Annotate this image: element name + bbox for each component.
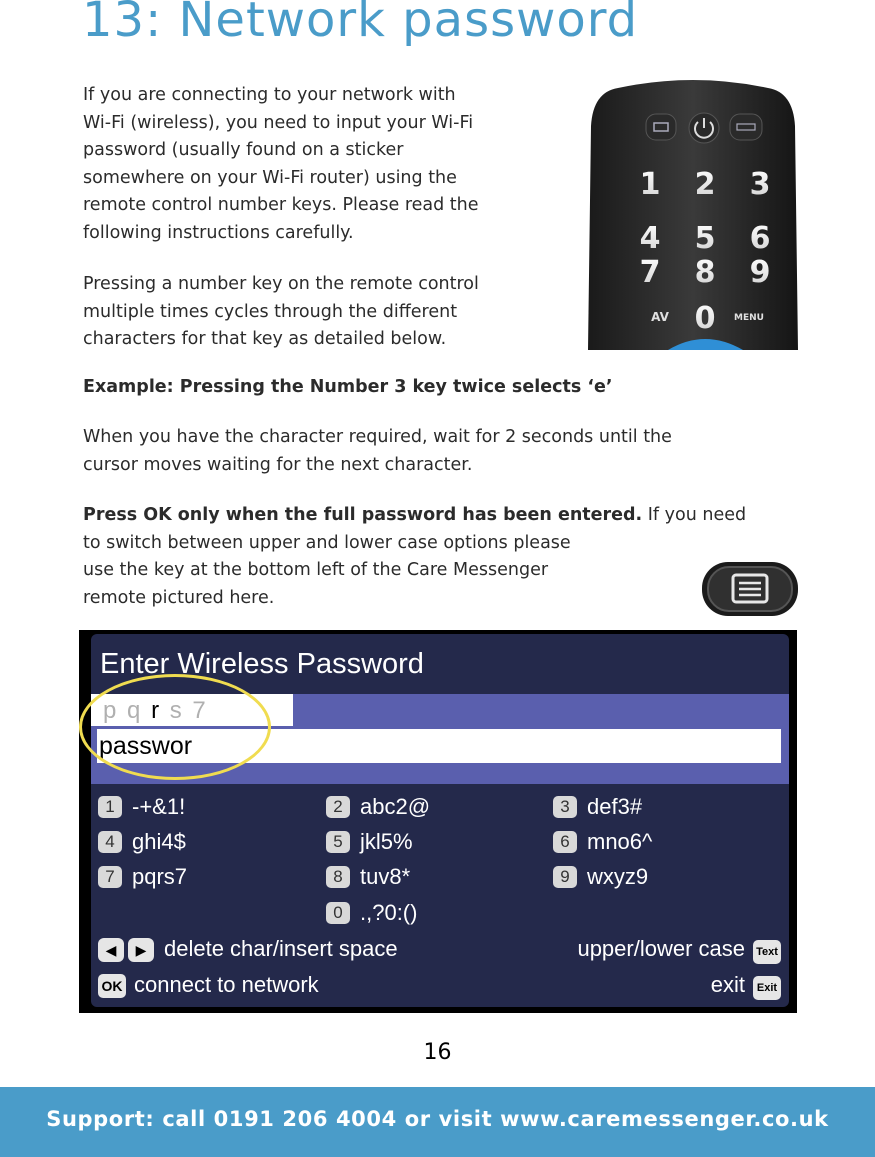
cycle-char: p	[103, 697, 119, 724]
remote-key: 7	[639, 255, 661, 290]
screen-title: Enter Wireless Password	[100, 648, 424, 680]
text-line: If you need	[642, 505, 747, 525]
text-line: When you have the character required, wait for 2 seconds until the	[83, 427, 672, 447]
keymap-row	[326, 900, 417, 926]
key-badge: 7	[98, 866, 122, 888]
text-line: characters for that key as detailed below.	[83, 329, 447, 349]
remote-key: 3	[749, 167, 771, 202]
press-ok-bold: Press OK only when the full password has been entered.	[83, 505, 643, 525]
connect-label: connect to network	[134, 972, 319, 997]
text-line: to switch between upper and lower case options please	[83, 532, 571, 553]
key-badge: 8	[326, 866, 350, 888]
text-line: somewhere on your Wi-Fi router) using the	[83, 167, 457, 188]
keymap-row	[553, 794, 642, 820]
case-row	[577, 936, 781, 964]
key-badge: 3	[553, 796, 577, 818]
remote-key: 1	[639, 167, 661, 202]
waiting-paragraph	[83, 424, 672, 479]
exit-key-icon: Exit	[753, 976, 781, 1000]
keymap-row	[326, 829, 413, 855]
remote-control-image	[588, 76, 798, 350]
key-badge: 5	[326, 831, 350, 853]
connect-row	[98, 972, 319, 998]
key-badge: 6	[553, 831, 577, 853]
intro-paragraph	[83, 82, 479, 247]
exit-row	[711, 972, 781, 1000]
remote-key: MENU	[734, 313, 764, 323]
password-input[interactable]: passwor	[97, 729, 781, 763]
key-chars: pqrs7	[132, 864, 188, 889]
cycle-char: s	[169, 697, 184, 724]
tv-screenshot	[79, 630, 797, 1013]
password-entry-screen	[91, 634, 789, 1007]
key-badge: 0	[326, 902, 350, 924]
key-chars: ghi4$	[132, 829, 186, 854]
text-line: multiple times cycles through the different	[83, 301, 458, 322]
cycle-char-current: r	[151, 697, 162, 724]
keymap-row	[326, 794, 430, 820]
page-number: 16	[423, 1040, 452, 1065]
delete-label: delete char/insert space	[164, 936, 398, 961]
cycle-char: 7	[192, 697, 208, 724]
remote-key: AV	[651, 310, 669, 324]
keymap-row	[553, 864, 648, 890]
remote-key: 4	[639, 221, 661, 256]
key-chars: wxyz9	[587, 864, 649, 889]
text-line: password (usually found on a sticker	[83, 140, 404, 160]
remote-key: 8	[694, 255, 716, 290]
keymap-row	[326, 864, 410, 890]
keymap-row	[98, 864, 187, 890]
key-chars: tuv8*	[360, 864, 411, 889]
key-badge: 1	[98, 796, 122, 818]
key-badge: 9	[553, 866, 577, 888]
text-line: remote control number keys. Please read the	[83, 195, 479, 215]
ok-key-icon: OK	[98, 974, 126, 998]
menu-key-image	[700, 560, 800, 618]
cycle-char: q	[127, 697, 143, 724]
key-badge: 2	[326, 796, 350, 818]
support-text: Support: call 0191 206 4004 or visit www.caremessenger.co.uk	[46, 1107, 829, 1131]
text-line: Pressing a number key on the remote control	[83, 274, 479, 294]
key-chars: mno6^	[587, 829, 653, 854]
delete-row	[98, 936, 398, 962]
keymap-row	[98, 829, 186, 855]
text-key-icon: Text	[753, 940, 781, 964]
key-chars: .,?0:()	[360, 900, 418, 925]
text-line: Wi-Fi (wireless), you need to input your Wi-Fi	[83, 112, 474, 133]
remote-key: 5	[694, 221, 716, 256]
highlight-circle	[79, 674, 271, 780]
text-line: cursor moves waiting for the next character.	[83, 454, 473, 475]
text-line: use the key at the bottom left of the Care Messenger	[83, 560, 549, 580]
text-line: remote pictured here.	[83, 587, 275, 608]
support-footer	[0, 1087, 875, 1157]
exit-label: exit	[710, 972, 745, 997]
keymap-row	[98, 794, 185, 820]
left-arrow-icon: ◀	[98, 938, 124, 962]
text-line: following instructions carefully.	[83, 222, 354, 243]
key-badge: 4	[98, 831, 122, 853]
remote-key: 2	[694, 167, 716, 202]
press-ok-paragraph	[83, 502, 746, 612]
text-line: If you are connecting to your network with	[83, 85, 456, 105]
key-chars: def3#	[587, 794, 643, 819]
cycling-paragraph	[83, 271, 479, 354]
remote-key: 6	[749, 221, 771, 256]
page-title: 13: Network password	[82, 0, 639, 48]
keymap-row	[553, 829, 652, 855]
key-chars: abc2@	[360, 794, 431, 819]
remote-key: 0	[694, 301, 716, 336]
key-chars: jkl5%	[360, 829, 413, 854]
remote-key: 9	[749, 255, 771, 290]
right-arrow-icon: ▶	[128, 938, 154, 962]
key-chars: -+&1!	[132, 794, 186, 819]
example-paragraph: Example: Pressing the Number 3 key twice selects ‘e’	[83, 377, 613, 397]
case-label: upper/lower case	[577, 936, 745, 961]
